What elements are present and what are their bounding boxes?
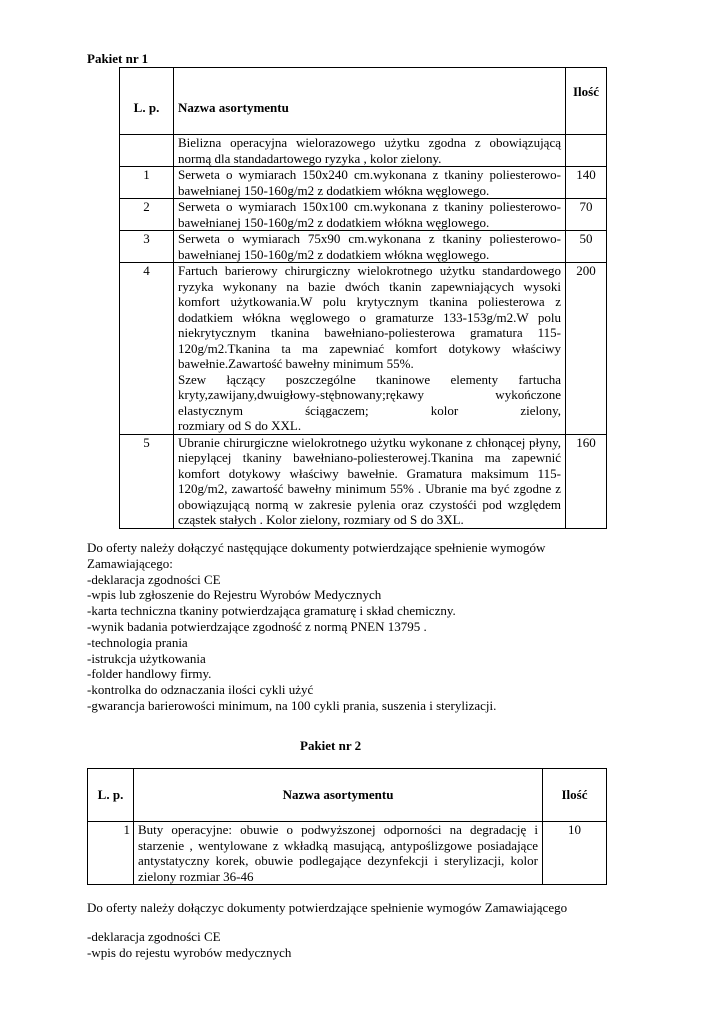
doc-item: -deklaracja zgodności CE [87, 929, 221, 944]
header-qty: Ilość [543, 769, 607, 822]
row-name: Ubranie chirurgiczne wielokrotnego użytku wykonane z chłonącej płyny, niepylącej tkaniny bawełniano-poliesterowej.Tkanina ma zapewnić komfort dotykowy właściwy bawełnie. Gramatura maksimum 115-120g/m2, zawartość bawełny minimum 55% . Ubranie ma być zgodne z obowiązującą normą w zakresie pylenia oraz czystośći pod względem cząstek stałych . Kolor zielony, rozmiary od S do 3XL. [174, 434, 566, 528]
row-qty: 200 [566, 263, 607, 435]
header-lp: L. p. [88, 769, 134, 822]
table-row [88, 822, 607, 885]
row-name: Fartuch barierowy chirurgiczny wielokrotnego użytku standardowego ryzyka wykonany na bazie dwóch tkanin zapewniających wysoki komfort użytkowania.W polu krytycznym tkanina poliesterowa z dodatkiem włókna węglowego o gramaturze 133-153g/m2.W polu niekrytycznym tkanina bawełniano-poliesterowa gramatura 115-120g/m2.Tkanina ta ma zapewniać komfort dotykowy właściwy bawełnie.Zawartość bawełny minimum 55%. [178, 263, 561, 371]
row-name-extra: Szew łączący poszczególne tkaninowe elementy fartucha kryty,zawijany,dwuigłowy-stębnowany;rękawy wykończone elastycznym ściągaczem; kolor zielony, [178, 371, 561, 418]
doc-item: -deklaracja zgodności CE [87, 571, 221, 587]
pakiet2-title: Pakiet nr 2 [300, 738, 362, 753]
table-row [120, 167, 607, 199]
row-name: Serweta o wymiarach 150x240 cm.wykonana z tkaniny poliesterowo-bawełnianej 150-160g/m2 z dodatkiem włókna węglowego. [174, 167, 566, 199]
header-lp: L. p. [120, 68, 174, 135]
doc-item: -wpis lub zgłoszenie do Rejestru Wyrobów Medycznych [87, 587, 382, 603]
row-qty: 70 [566, 199, 607, 231]
doc-item: -technologia prania [87, 634, 188, 650]
row-qty: 50 [566, 231, 607, 263]
table-row [120, 135, 607, 167]
docs-intro: Do oferty należy dołączyć nastęqujące dokumenty potwierdzające spełnienie wymogów Zamawiającego: [87, 540, 546, 571]
row-lp: 4 [120, 263, 174, 435]
doc-item: -folder handlowy firmy. [87, 666, 212, 682]
doc-item: -karta techniczna tkaniny potwierdzająca gramaturę i skład chemiczny. [87, 603, 456, 619]
table-row [120, 231, 607, 263]
header-name: Nazwa asortymentu [174, 68, 566, 135]
header-qty: Ilość [566, 68, 607, 135]
pakiet1-table [119, 67, 607, 529]
doc-item: -gwarancja barierowości minimum, na 100 cykli prania, suszenia i sterylizacji. [87, 697, 497, 713]
row-name: Buty operacyjne: obuwie o podwyższonej odporności na degradację i starzenie , wentylowane z wkładką masującą, antypoślizgowe posiadające antystatyczny korek, obuwie podlegające dezynfekcji i sterylizacji, kolor zielony rozmiar 36-46 [134, 822, 543, 885]
row-qty: 10 [543, 822, 607, 885]
pakiet2-docs [87, 929, 291, 961]
row-lp [120, 135, 174, 167]
table-row [120, 199, 607, 231]
row-name: Serweta o wymiarach 75x90 cm.wykonana z tkaniny poliesterowo-bawełnianej 150-160g/m2 z dodatkiem włókna węglowego. [174, 231, 566, 263]
header-name: Nazwa asortymentu [134, 769, 543, 822]
table-header-row [88, 769, 607, 822]
doc-item: -istrukcja użytkowania [87, 650, 206, 666]
row-name: Serweta o wymiarach 150x100 cm.wykonana z tkaniny poliesterowo-bawełnianej 150-160g/m2 z dodatkiem włókna węglowego. [174, 199, 566, 231]
row-name-cell [174, 263, 566, 435]
pakiet1-title: Pakiet nr 1 [87, 51, 149, 66]
row-lp: 1 [88, 822, 134, 885]
table-row [120, 434, 607, 528]
row-name-extra: rozmiary od S do XXL. [178, 418, 302, 433]
pakiet1-docs [87, 540, 587, 714]
doc-item: -wpis do rejestu wyrobów medycznych [87, 944, 292, 960]
row-qty [566, 135, 607, 167]
pakiet2-docs-intro: Do oferty należy dołączyc dokumenty potwierdzające spełnienie wymogów Zamawiającego [87, 900, 568, 915]
row-lp: 3 [120, 231, 174, 263]
row-lp: 2 [120, 199, 174, 231]
doc-item: -wynik badania potwierdzające zgodność z normą PNEN 13795 . [87, 618, 427, 634]
row-qty: 140 [566, 167, 607, 199]
row-qty: 160 [566, 434, 607, 528]
pakiet2-table [87, 768, 607, 885]
row-lp: 1 [120, 167, 174, 199]
doc-item: -kontrolka do odznaczania ilości cykli użyć [87, 682, 314, 698]
table-header-row [120, 68, 607, 135]
table-row [120, 263, 607, 435]
row-lp: 5 [120, 434, 174, 528]
row-name: Bielizna operacyjna wielorazowego użytku zgodna z obowiązującą normą dla standadartowego ryzyka , kolor zielony. [174, 135, 566, 167]
